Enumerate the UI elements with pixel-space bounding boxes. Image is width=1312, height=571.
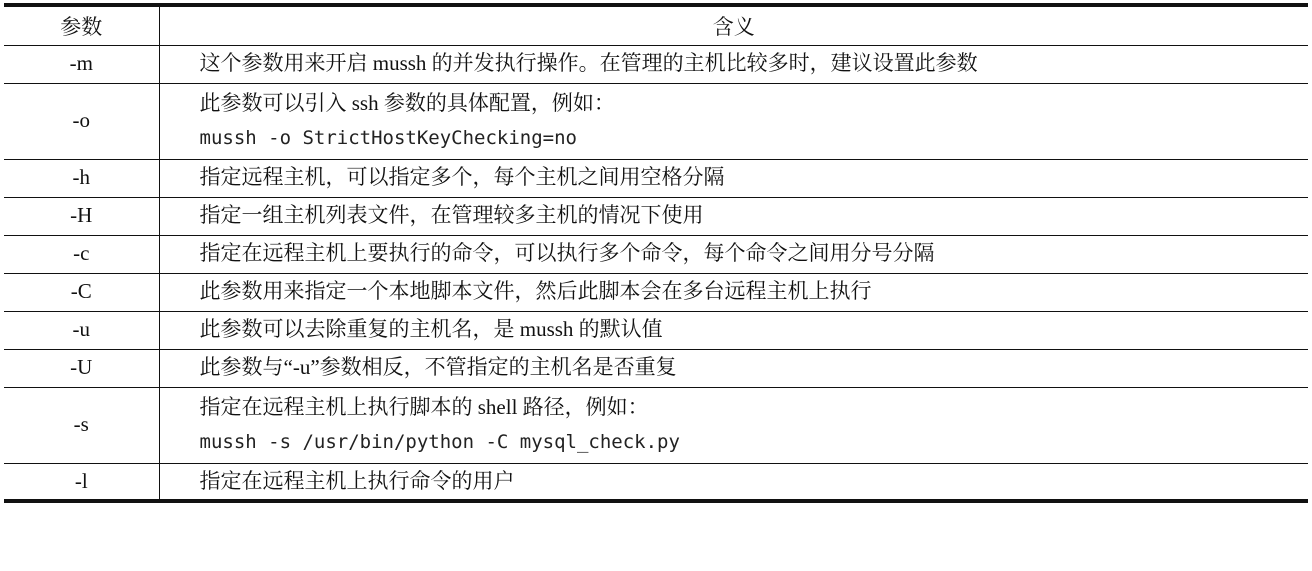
- parameter-table: [4, 3, 1308, 503]
- header-row: [4, 5, 1308, 45]
- table-row: [4, 311, 1308, 349]
- table-body: [4, 45, 1308, 501]
- desc-cell: 指定一组主机列表文件，在管理较多主机的情况下使用: [159, 197, 1308, 235]
- table-header: [4, 5, 1308, 45]
- param-cell: -m: [4, 45, 159, 83]
- param-cell: -l: [4, 463, 159, 501]
- param-cell: -s: [4, 387, 159, 463]
- desc-cell: 此参数可以去除重复的主机名，是 mussh 的默认值: [159, 311, 1308, 349]
- parameter-table-container: [4, 3, 1308, 503]
- header-meaning: 含义: [159, 5, 1308, 45]
- param-cell: -u: [4, 311, 159, 349]
- param-cell: -h: [4, 159, 159, 197]
- desc-cell: 指定远程主机，可以指定多个，每个主机之间用空格分隔: [159, 159, 1308, 197]
- desc-cell: 指定在远程主机上执行命令的用户: [159, 463, 1308, 501]
- param-cell: -C: [4, 273, 159, 311]
- table-row: [4, 273, 1308, 311]
- table-row: [4, 159, 1308, 197]
- param-cell: -U: [4, 349, 159, 387]
- table-row: [4, 463, 1308, 501]
- table-row: [4, 45, 1308, 83]
- table-row: [4, 197, 1308, 235]
- table-row: [4, 349, 1308, 387]
- desc-cell: 此参数用来指定一个本地脚本文件，然后此脚本会在多台远程主机上执行: [159, 273, 1308, 311]
- desc-cell: 这个参数用来开启 mussh 的并发执行操作。在管理的主机比较多时，建议设置此参数: [159, 45, 1308, 83]
- table-row: [4, 235, 1308, 273]
- param-cell: -o: [4, 83, 159, 159]
- param-cell: -c: [4, 235, 159, 273]
- desc-text: 指定在远程主机上执行脚本的 shell 路径，例如：: [199, 395, 649, 419]
- code-example: mussh -o StrictHostKeyChecking=no: [199, 127, 577, 149]
- table-row: [4, 83, 1308, 159]
- code-example: mussh -s /usr/bin/python -C mysql_check.py: [199, 431, 680, 453]
- desc-text: 此参数可以引入 ssh 参数的具体配置，例如：: [199, 91, 615, 115]
- param-cell: -H: [4, 197, 159, 235]
- desc-cell: 此参数与“-u”参数相反，不管指定的主机名是否重复: [159, 349, 1308, 387]
- desc-cell: [159, 387, 1308, 463]
- header-param: 参数: [4, 5, 159, 45]
- table-row: [4, 387, 1308, 463]
- desc-cell: [159, 83, 1308, 159]
- desc-cell: 指定在远程主机上要执行的命令，可以执行多个命令，每个命令之间用分号分隔: [159, 235, 1308, 273]
